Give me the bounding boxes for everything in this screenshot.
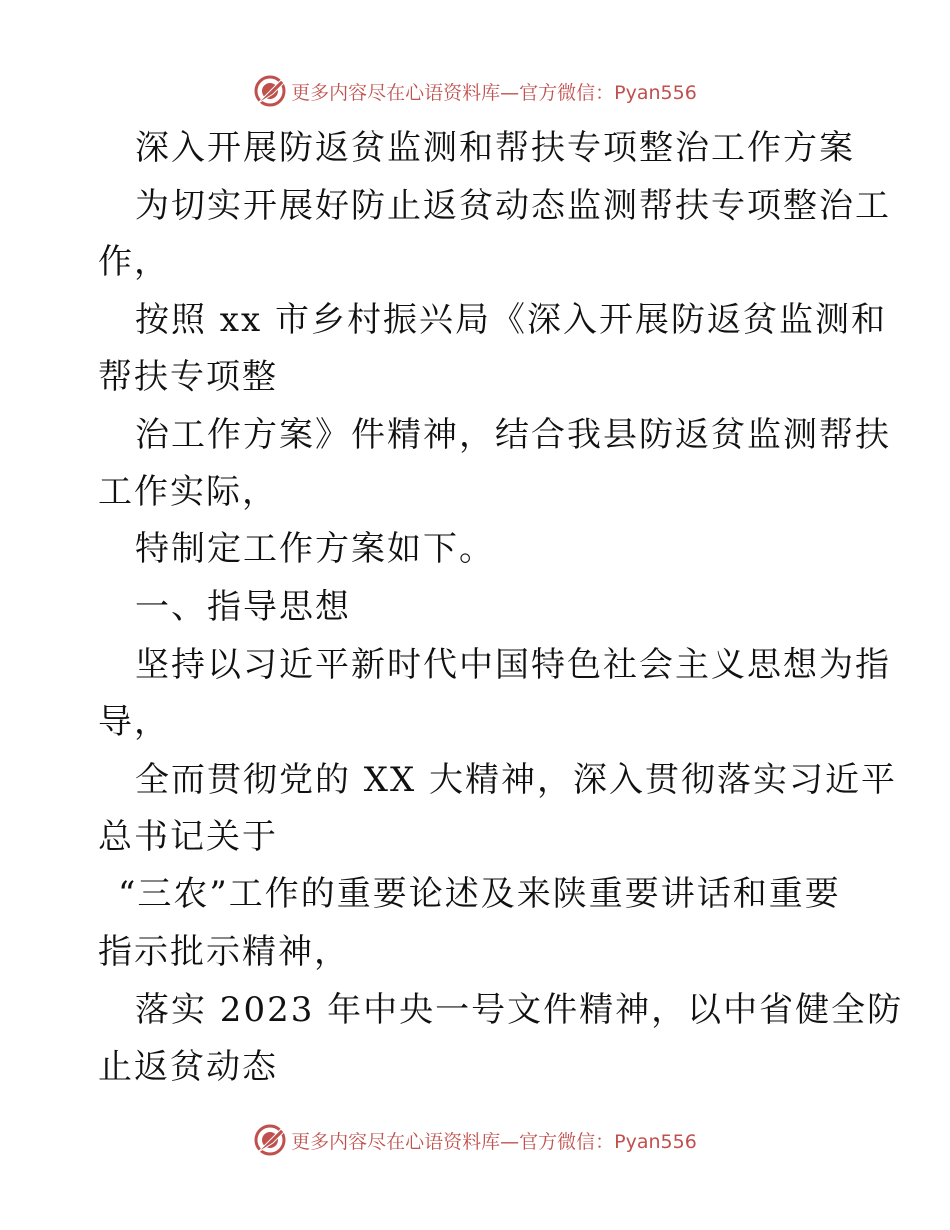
paragraph-line: 落实 2023 年中央一号文件精神，以中省健全防 <box>135 990 904 1030</box>
paragraph-line: 为切实开展好防止返贫动态监测帮扶专项整治工 <box>135 186 891 226</box>
document-title: 深入开展防返贫监测和帮扶专项整治工作方案 <box>135 128 855 168</box>
paragraph-line: 导， <box>98 702 170 742</box>
paragraph-line: “三农”工作的重要论述及来陕重要讲话和重要 <box>118 874 841 914</box>
footer-banner-text: 更多内容尽在心语资料库—官方微信：Pyan556 <box>291 1130 697 1153</box>
pen-logo-icon <box>253 1123 287 1157</box>
paragraph-line: 治工作方案》件精神，结合我县防返贫监测帮扶 <box>135 415 891 455</box>
paragraph-line: 特制定工作方案如下。 <box>135 529 495 569</box>
paragraph-line: 指示批示精神， <box>98 932 350 972</box>
paragraph-line: 止返贫动态 <box>98 1047 278 1087</box>
paragraph-line: 坚持以习近平新时代中国特色社会主义思想为指 <box>135 645 891 685</box>
paragraph-line: 工作实际， <box>98 472 278 512</box>
paragraph-line: 作， <box>98 242 170 282</box>
footer-banner <box>0 1120 950 1160</box>
section-heading: 一、指导思想 <box>135 587 351 627</box>
paragraph-line: 按照 xx 市乡村振兴局《深入开展防返贫监测和 <box>135 300 887 340</box>
header-banner-text: 更多内容尽在心语资料库—官方微信：Pyan556 <box>291 81 697 104</box>
paragraph-line: 全而贯彻党的 XX 大精神，深入贯彻落实习近平 <box>135 760 898 800</box>
paragraph-line: 总书记关于 <box>98 817 278 857</box>
paragraph-line: 帮扶专项整 <box>98 357 278 397</box>
